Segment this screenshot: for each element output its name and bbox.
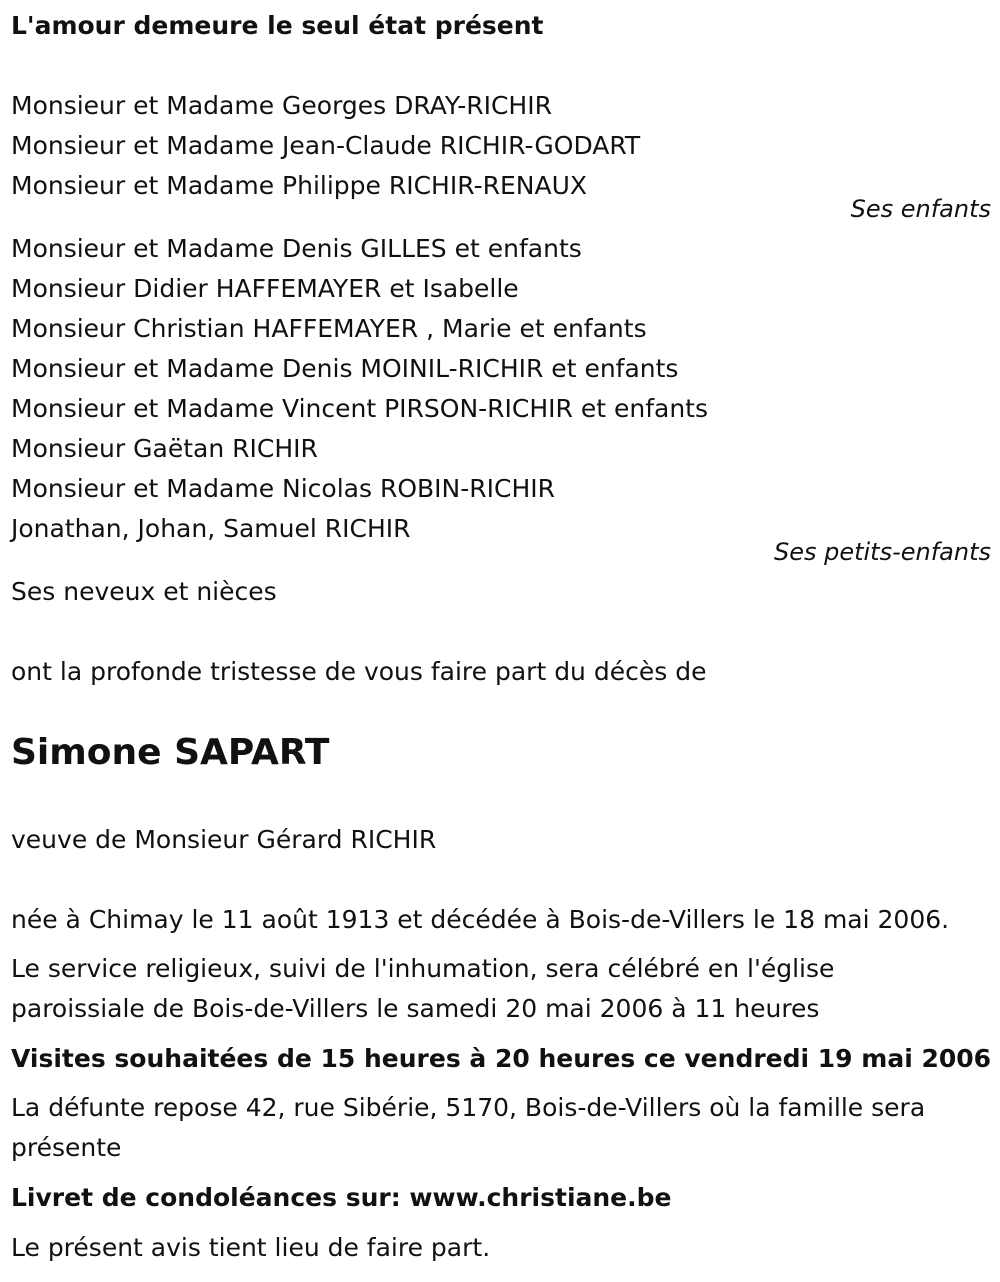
- list-item: Monsieur et Madame Nicolas ROBIN-RICHIR: [11, 474, 555, 503]
- nephews-line: Ses neveux et nièces: [11, 577, 277, 606]
- list-item: Monsieur Christian HAFFEMAYER , Marie et enfants: [11, 314, 647, 343]
- service-info: [11, 949, 834, 1029]
- service-line: paroissiale de Bois-de-Villers le samedi 20 mai 2006 à 11 heures: [11, 994, 820, 1023]
- motto: L'amour demeure le seul état présent: [11, 11, 544, 40]
- list-item: Monsieur et Madame Philippe RICHIR-RENAUX: [11, 171, 587, 200]
- deceased-name: Simone SAPART: [11, 732, 330, 773]
- children-list: [11, 86, 640, 206]
- list-item: Monsieur et Madame Vincent PIRSON-RICHIR et enfants: [11, 394, 709, 423]
- condolences-link: Livret de condoléances sur: www.christiane.be: [11, 1183, 672, 1212]
- rest-line: La défunte repose 42, rue Sibérie, 5170, Bois-de-Villers où la famille sera: [11, 1093, 926, 1122]
- service-line: Le service religieux, suivi de l'inhumation, sera célébré en l'église: [11, 954, 835, 983]
- list-item: Monsieur et Madame Jean-Claude RICHIR-GODART: [11, 131, 641, 160]
- children-label: Ses enfants: [850, 195, 991, 223]
- closing-note: Le présent avis tient lieu de faire part.: [11, 1233, 491, 1262]
- birth-death: née à Chimay le 11 août 1913 et décédée à Bois-de-Villers le 18 mai 2006.: [11, 905, 950, 934]
- visits-info: Visites souhaitées de 15 heures à 20 heures ce vendredi 19 mai 2006: [11, 1044, 992, 1073]
- list-item: Jonathan, Johan, Samuel RICHIR: [11, 514, 411, 543]
- list-item: Monsieur et Madame Denis MOINIL-RICHIR et enfants: [11, 354, 679, 383]
- list-item: Monsieur Gaëtan RICHIR: [11, 434, 318, 463]
- rest-info: [11, 1088, 925, 1168]
- rest-line: présente: [11, 1133, 122, 1162]
- grandchildren-list: [11, 229, 708, 549]
- widow-of: veuve de Monsieur Gérard RICHIR: [11, 825, 437, 854]
- list-item: Monsieur et Madame Georges DRAY-RICHIR: [11, 91, 552, 120]
- announcement: ont la profonde tristesse de vous faire part du décès de: [11, 657, 707, 686]
- grandchildren-label: Ses petits-enfants: [773, 538, 991, 566]
- list-item: Monsieur Didier HAFFEMAYER et Isabelle: [11, 274, 519, 303]
- list-item: Monsieur et Madame Denis GILLES et enfants: [11, 234, 582, 263]
